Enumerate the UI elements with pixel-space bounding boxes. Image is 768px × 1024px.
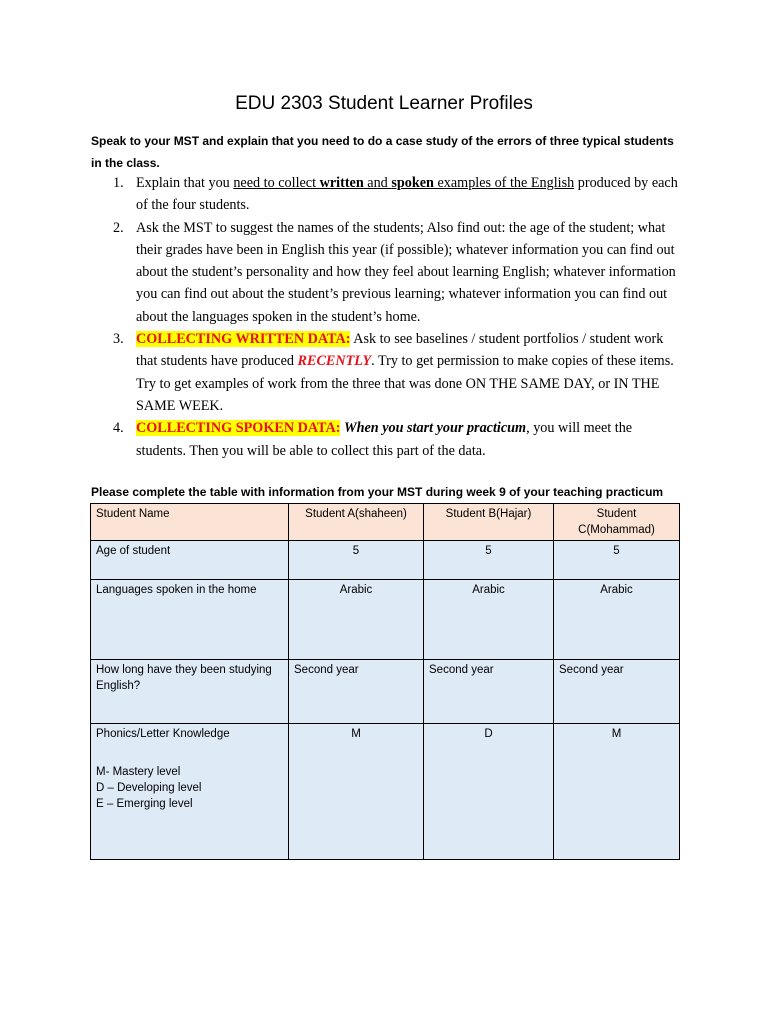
list-number: 2. [113, 219, 124, 236]
intro-paragraph: Speak to your MST and explain that you need to do a case study of the errors of three typical students in the class. [91, 134, 674, 170]
list-item [93, 217, 683, 328]
table-cell: Second year [554, 660, 680, 724]
step-text: . Try to get permission to make copies of these items. Try to get examples of work from the three that was done ON THE SAME DAY, or IN THE SAME WEEK. [136, 353, 674, 414]
table-cell: Arabic [289, 580, 424, 660]
table-row [91, 580, 680, 660]
emphasis-text: RECENTLY [297, 353, 372, 370]
step-text: and [363, 175, 392, 191]
page-title: EDU 2303 Student Learner Profiles [235, 93, 533, 114]
level-key [96, 764, 283, 812]
table-row [91, 541, 680, 580]
table-cell: 5 [289, 541, 424, 580]
table-header-row [91, 504, 680, 541]
step-text: Ask to see baselines / student portfolios / student work that students have produced [136, 331, 664, 370]
highlighted-heading: COLLECTING WRITTEN DATA: [136, 331, 351, 348]
table-cell: 5 [554, 541, 680, 580]
key-item: D – Developing level [96, 782, 202, 794]
table-cell: Second year [424, 660, 554, 724]
header-cell-student-name: Student Name [91, 504, 289, 541]
learner-profile-table [90, 503, 680, 860]
list-number: 1. [113, 175, 124, 191]
step-text: Ask the MST to suggest the names of the students; Also find out: the age of the student; what their grades have been in English this year (if possible); whatever information you can find out about the student’s personality and how they feel about learning English; whatever information you can find out about the student’s previous learning; whatever information you can find out about the languages spoken in the student’s home. [136, 219, 676, 325]
header-cell-student-b: Student B(Hajar) [424, 504, 554, 541]
table-row [91, 724, 680, 860]
list-item [93, 172, 683, 217]
table-cell: 5 [424, 541, 554, 580]
step-bold-text: written [319, 175, 364, 191]
list-number: 4. [113, 420, 124, 437]
list-item [93, 417, 683, 462]
instruction-list [93, 172, 683, 462]
header-cell-student-c: Student C(Mohammad) [554, 504, 680, 541]
highlighted-heading: COLLECTING SPOKEN DATA: [136, 420, 341, 437]
step-text: need to collect [233, 175, 320, 191]
table-caption: Please complete the table with information from your MST during week 9 of your teaching practicum [91, 485, 664, 499]
step-bold-text: spoken [391, 175, 434, 191]
step-text: examples of the English [433, 175, 575, 191]
table-cell: M [554, 724, 680, 860]
row-label: Phonics/Letter Knowledge [96, 728, 230, 740]
table-cell: Arabic [554, 580, 680, 660]
row-label: Age of student [91, 541, 289, 580]
table-cell: D [424, 724, 554, 860]
list-item [93, 328, 683, 417]
row-label: How long have they been studying English? [91, 660, 289, 724]
step-text: Explain that you [136, 175, 234, 191]
emphasis-text: When you start your practicum [343, 420, 527, 437]
step-text: produced by each of the four students. [136, 175, 678, 214]
table-row [91, 660, 680, 724]
key-item: E – Emerging level [96, 798, 193, 810]
row-label: Languages spoken in the home [91, 580, 289, 660]
table-cell: Arabic [424, 580, 554, 660]
step-underlined-text [233, 175, 574, 191]
key-item: M- Mastery level [96, 766, 181, 778]
step-text: , you will meet the students. Then you will be able to collect this part of the data. [136, 420, 633, 459]
table-cell: M [289, 724, 424, 860]
table-cell: Second year [289, 660, 424, 724]
list-number: 3. [113, 331, 124, 348]
header-cell-student-a: Student A(shaheen) [289, 504, 424, 541]
row-label-cell [91, 724, 289, 860]
